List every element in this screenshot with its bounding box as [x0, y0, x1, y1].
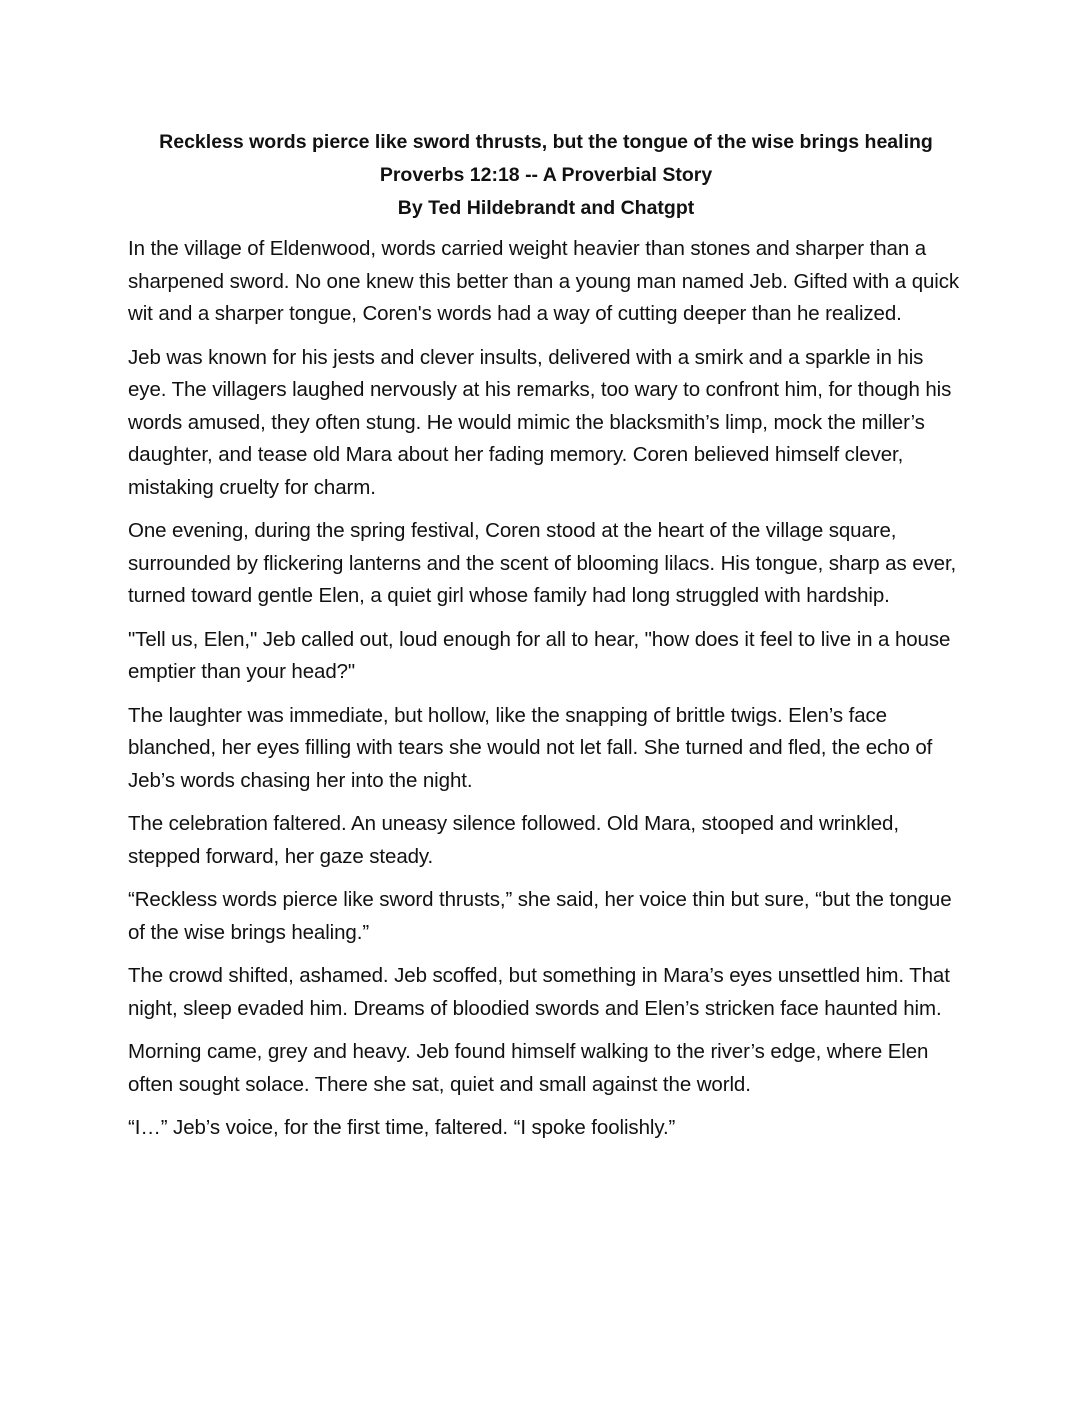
paragraph-1: In the village of Eldenwood, words carried weight heavier than stones and sharper than a sharpened sword. No one knew this better than a young man named Jeb. Gifted with a quick wit and a sharper tongue, Coren's words had a way of cutting deeper than he realized.: [128, 237, 960, 325]
title-block: [120, 126, 972, 225]
document-page: [128, 126, 964, 1156]
paragraph-2: Jeb was known for his jests and clever insults, delivered with a smirk and a sparkle in his eye. The villagers laughed nervously at his remarks, too wary to confront him, for though his words amused, they often stung. He would mimic the blacksmith’s limp, mock the miller’s daughter, and tease old Mara about her fading memory. Coren believed himself clever, mistaking cruelty for charm.: [128, 345, 952, 499]
title-line-authors: By Ted Hildebrandt and Chatgpt: [397, 197, 695, 219]
paragraph-3: One evening, during the spring festival, Coren stood at the heart of the village square, surrounded by flickering lanterns and the scent of blooming lilacs. His tongue, sharp as ever, turned toward gentle Elen, a quiet girl whose family had long struggled with hardship.: [128, 519, 957, 607]
paragraph-10: “I…” Jeb’s voice, for the first time, faltered. “I spoke foolishly.”: [128, 1116, 676, 1139]
paragraph-5: The laughter was immediate, but hollow, like the snapping of brittle twigs. Elen’s face blanched, her eyes filling with tears she would not let fall. She turned and fled, the echo of Jeb’s words chasing her into the night.: [128, 703, 933, 792]
paragraph-4: "Tell us, Elen," Jeb called out, loud enough for all to hear, "how does it feel to live in a house emptier than your head?": [128, 627, 951, 683]
title-line-main: Reckless words pierce like sword thrusts, but the tongue of the wise brings healing: [159, 131, 933, 153]
paragraph-8: The crowd shifted, ashamed. Jeb scoffed, but something in Mara’s eyes unsettled him. That night, sleep evaded him. Dreams of bloodied swords and Elen’s stricken face haunted him.: [128, 964, 950, 1020]
paragraph-9: Morning came, grey and heavy. Jeb found himself walking to the river’s edge, where Elen often sought solace. There she sat, quiet and small against the world.: [128, 1040, 929, 1096]
title-line-reference: Proverbs 12:18 -- A Proverbial Story: [379, 164, 713, 186]
paragraph-7: “Reckless words pierce like sword thrusts,” she said, her voice thin but sure, “but the tongue of the wise brings healing.”: [128, 888, 952, 944]
paragraph-6: The celebration faltered. An uneasy silence followed. Old Mara, stooped and wrinkled, stepped forward, her gaze steady.: [128, 812, 899, 868]
